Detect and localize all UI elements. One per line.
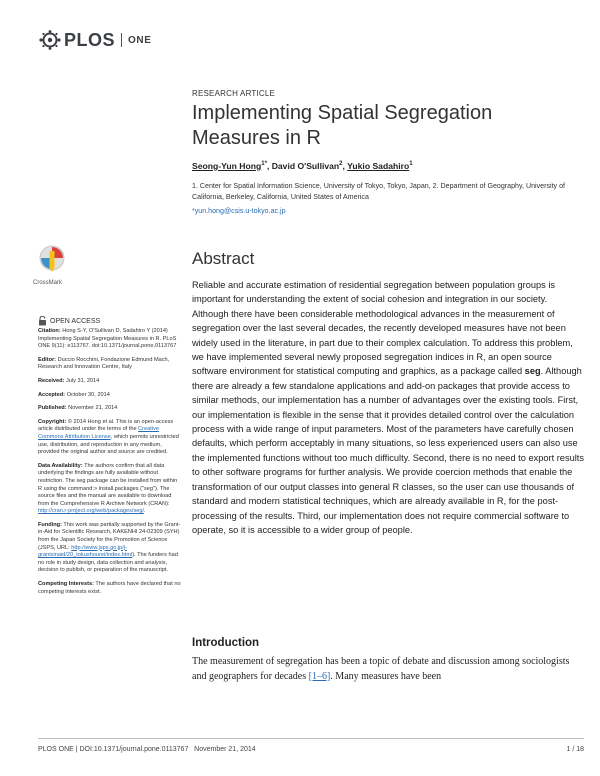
intro-text-before: The measurement of segregation has been a topic of debate and discussion among sociologists and geographers for decades [192, 656, 570, 682]
competing-interests-text: The authors have declared that no competing interests exist. [38, 581, 181, 595]
plos-one-logo [38, 30, 152, 50]
reference-link[interactable]: [1–6] [308, 670, 331, 682]
author-sup: 1 [409, 161, 413, 168]
corresponding-email-link[interactable]: *yun.hong@csis.u-tokyo.ac.jp [192, 207, 286, 215]
author-sup: 1* [261, 161, 267, 168]
license-link[interactable]: Creative Commons Attribution License [38, 426, 159, 440]
plos-logo-icon [38, 30, 62, 50]
journal-wordmark: ONE [128, 34, 152, 46]
intro-text-after: . Many measures have been [330, 670, 442, 682]
editor-text: Duccio Rocchini, Fondazione Edmund Mach, Research and Innovation Centre, Italy [38, 356, 170, 371]
funding-text: This work was partially supported by the Grant-in-Aid for Scientific Research, KAKENHI 24-02309 (SYH) from the Japan Society for the Promotion of Science (JSPS, URL: [38, 521, 181, 551]
crossmark-label: CrossMark [33, 280, 63, 286]
accepted-date: October 30, 2014 [66, 391, 110, 398]
copyright-block [38, 419, 181, 457]
competing-interests-label: Competing Interests: [38, 581, 94, 588]
author-sup: 2 [339, 161, 343, 168]
citation-block [38, 328, 181, 351]
copyright-text: © 2014 Hong et al. This is an open-access article distributed under the terms of the [38, 418, 174, 433]
article-metadata-sidebar [38, 328, 181, 602]
editor-label: Editor: [38, 356, 57, 363]
package-name: seg [524, 366, 541, 377]
author-name[interactable]: David O'Sullivan [271, 161, 340, 171]
citation-label: Citation: [38, 328, 61, 334]
logo-divider [121, 33, 122, 47]
page-number: 1 / 18 [566, 746, 584, 753]
published-date: November 21, 2014 [68, 405, 118, 412]
crossmark-badge[interactable] [38, 244, 66, 283]
data-availability-text-end: . [144, 508, 146, 515]
article-type: RESEARCH ARTICLE [192, 89, 276, 98]
introduction-body [192, 655, 584, 685]
funding-text-end: ). The funders had no role in study design, data collection and analysis, decision to publish, or preparation of the manuscript. [38, 552, 178, 574]
copyright-label: Copyright: [38, 418, 67, 425]
cran-link[interactable]: http://cran.r-project.org/web/packages/seg/ [38, 508, 145, 515]
author-name[interactable]: Seong-Yun Hong [192, 161, 262, 171]
funding-label: Funding: [38, 521, 62, 528]
footer-citation: PLOS ONE | DOI:10.1371/journal.pone.0113767 November 21, 2014 [38, 746, 256, 753]
abstract-text-part2: . Although there are already a few standalone applications and add-on packages that provide access to similar methods, our implementation has a number of advantages over the existing tools. First, our implementation is flexible in the sense that it provides detailed control over the calculation process with a wide range of input parameters. Most of the parameters have carefully chosen defaults, which perform acceptably in many situations, so less experienced users can also use the implemented functions without too much difficulty. Second, there is no need to export results to other software programs for further analysis. We provide coercion methods that enable the transformation of our output classes into general R classes, so the user can use thousands of standard and modern statistical techniques, which are already available in R, for the post-processing of the results. Third, our implementation does not require commercial software to operate, so it is accessible to a wider group of people. [192, 366, 584, 535]
published-block [38, 405, 181, 413]
article-title: Implementing Spatial Segregation Measures in R [192, 102, 493, 149]
affiliations: 1. Center for Spatial Information Science, University of Tokyo, Tokyo, Japan, 2. Department of Geography, University of California, Berkeley, California, United States of America [192, 182, 565, 201]
data-availability-label: Data Availability: [38, 462, 83, 469]
abstract-body [192, 278, 584, 537]
footer-divider [38, 738, 584, 739]
received-label: Received: [38, 377, 65, 384]
editor-block [38, 357, 181, 372]
open-access-badge [38, 316, 100, 326]
accepted-label: Accepted: [38, 391, 66, 398]
author-name[interactable]: Yukio Sadahiro [347, 161, 410, 171]
crossmark-icon [38, 244, 66, 278]
introduction-heading: Introduction [192, 637, 260, 649]
data-availability-block [38, 463, 181, 516]
open-lock-icon [38, 316, 47, 326]
open-access-label: OPEN ACCESS [50, 317, 101, 325]
received-date: July 31, 2014 [66, 377, 100, 384]
abstract-text-part1: Reliable and accurate estimation of residential segregation between population groups is important for understanding the extent of social cohesion and integration in our society. Although there have been considerable methodological advances in the measurement of segregation over the last several decades, the recently developed measures have not been widely used in the literature, in part due to their complex calculation. To address this problem, we have implemented several newly proposed segregation indices in R, an open source software environment for statistical computing and graphics, as a package called [192, 280, 573, 377]
received-block [38, 378, 181, 386]
competing-interests-block [38, 581, 181, 596]
author-list: Seong-Yun Hong$^{1*}$, David O'Sullivan$^2$, Yukio Sadahiro$^1$ [192, 161, 413, 171]
published-label: Published: [38, 405, 67, 412]
data-availability-text: The authors confirm that all data underlying the findings are fully available without restriction. The seg package can be installed from within R using the command:> install.packages ("seg"). The source files and the manual are available to download from the Comprehensive R Archive Network (CRAN): [38, 462, 178, 507]
plos-wordmark: PLOS [64, 29, 116, 50]
citation-text: Hong S-Y, O'Sullivan D, Sadahiro Y (2014) Implementing Spatial Segregation Measures in R. PLoS ONE 9(11): e113767. doi:10.1371/journal.pone.0113767 [38, 328, 177, 350]
funding-block [38, 522, 181, 575]
abstract-heading: Abstract [192, 249, 255, 268]
accepted-block [38, 392, 181, 400]
copyright-text-end: , which permits unrestricted use, distribution, and reproduction in any medium, provided the original author and source are credited. [38, 433, 179, 456]
jsps-link[interactable]: http://www.jsps.go.jp/j-grantsinaid/20_tokushourei/index.html [38, 544, 133, 559]
